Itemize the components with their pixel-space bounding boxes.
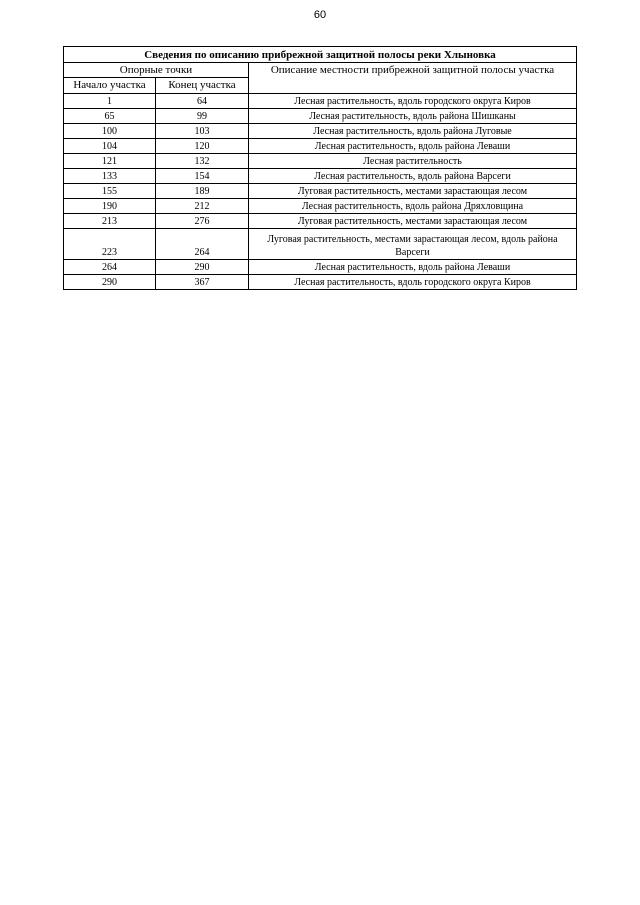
page-number: 60: [313, 9, 327, 21]
start-header: Начало участка: [64, 78, 156, 93]
row-end: 212: [156, 198, 249, 213]
table-row: [64, 108, 577, 123]
row-description: Лесная растительность, вдоль района Варсеги: [249, 168, 577, 183]
table-row: [64, 93, 577, 108]
row-description: Луговая растительность, местами зарастающая лесом: [249, 213, 577, 228]
table-title: Сведения по описанию прибрежной защитной полосы реки Хлыновка: [64, 47, 577, 63]
row-description: Лесная растительность, вдоль района Луговые: [249, 123, 577, 138]
row-description: Лесная растительность, вдоль района Леваши: [249, 138, 577, 153]
description-header: Описание местности прибрежной защитной полосы участка: [249, 63, 577, 94]
table-row: [64, 183, 577, 198]
row-description: Лесная растительность, вдоль района Дряхловщина: [249, 198, 577, 213]
table-row: [64, 228, 577, 259]
row-description: Лесная растительность, вдоль района Леваши: [249, 259, 577, 274]
row-start: 155: [64, 183, 156, 198]
row-end: 154: [156, 168, 249, 183]
row-description: Лесная растительность: [249, 153, 577, 168]
table-row: [64, 138, 577, 153]
row-end: 189: [156, 183, 249, 198]
row-description: Луговая растительность, местами зарастающая лесом: [249, 183, 577, 198]
table-row: [64, 198, 577, 213]
row-description: Лесная растительность, вдоль городского округа Киров: [249, 93, 577, 108]
row-start: 264: [64, 259, 156, 274]
table-row: [64, 213, 577, 228]
row-end: 99: [156, 108, 249, 123]
row-start: 223: [64, 228, 156, 259]
row-end: 103: [156, 123, 249, 138]
row-end: 132: [156, 153, 249, 168]
row-start: 290: [64, 274, 156, 289]
row-description: Лесная растительность, вдоль городского округа Киров: [249, 274, 577, 289]
row-start: 133: [64, 168, 156, 183]
table-row: [64, 153, 577, 168]
row-end: 120: [156, 138, 249, 153]
reference-points-header: Опорные точки: [64, 63, 249, 78]
table-row: [64, 259, 577, 274]
end-header: Конец участка: [156, 78, 249, 93]
row-end: 367: [156, 274, 249, 289]
row-end: 290: [156, 259, 249, 274]
row-description: Лесная растительность, вдоль района Шишканы: [249, 108, 577, 123]
row-start: 65: [64, 108, 156, 123]
row-end: 64: [156, 93, 249, 108]
row-start: 190: [64, 198, 156, 213]
row-start: 104: [64, 138, 156, 153]
row-start: 121: [64, 153, 156, 168]
table-row: [64, 123, 577, 138]
row-end: 264: [156, 228, 249, 259]
row-start: 1: [64, 93, 156, 108]
table-row: [64, 168, 577, 183]
row-start: 213: [64, 213, 156, 228]
table-row: [64, 274, 577, 289]
riparian-zone-table: [63, 46, 577, 290]
row-end: 276: [156, 213, 249, 228]
row-description: Луговая растительность, местами зарастающая лесом, вдоль района Варсеги: [249, 228, 577, 259]
row-start: 100: [64, 123, 156, 138]
